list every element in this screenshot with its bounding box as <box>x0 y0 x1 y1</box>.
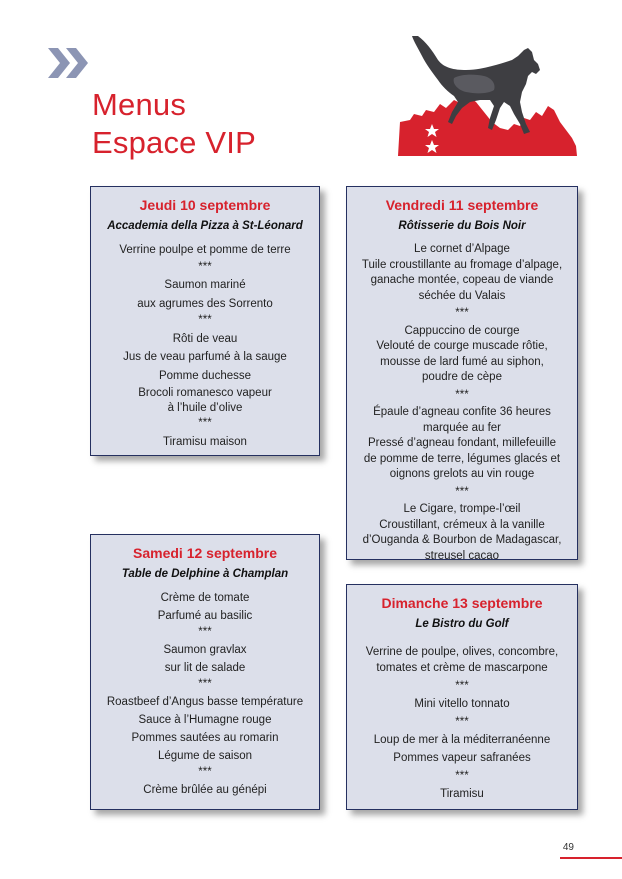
menu-separator: *** <box>455 485 469 498</box>
menu-item: aux agrumes des Sorrento <box>137 297 273 310</box>
menu-items <box>91 242 319 450</box>
menu-separator: *** <box>198 766 212 778</box>
menu-item: sur lit de salade <box>164 662 246 674</box>
menu-day: Samedi 12 septembre <box>133 545 277 561</box>
menu-separator: *** <box>455 770 469 782</box>
page-number-rule <box>560 857 622 859</box>
title-line-1: Menus <box>92 87 187 122</box>
menu-day: Vendredi 11 septembre <box>385 197 539 213</box>
menu-items <box>347 242 577 564</box>
menu-item: Pomme duchesse <box>158 369 252 382</box>
menu-item: Verrine poulpe et pomme de terre <box>119 244 291 256</box>
menu-venue: Rôtisserie du Bois Noir <box>398 220 526 232</box>
menu-item: Saumon mariné <box>164 279 246 291</box>
menu-item: Crème brûlée au génépi <box>143 784 267 796</box>
menu-venue: Accademia della Pizza à St-Léonard <box>107 220 303 232</box>
menu-separator: *** <box>198 260 212 273</box>
menu-card-dimanche <box>346 584 578 810</box>
menu-separator: *** <box>455 307 469 319</box>
menu-item: Épaule d’agneau confite 36 heures marquée au fer Pressé d’agneau fondant, millefeuille de pomme de terre, légumes glacés et oignons grelots au vin rouge <box>363 406 561 480</box>
menu-venue: Table de Delphine à Champlan <box>121 568 289 580</box>
menu-item: Cappuccino de courge Velouté de courge muscade rôtie, mousse de lard fumé au siphon, poudre de cèpe <box>376 324 548 383</box>
menu-item: Mini vitello tonnato <box>414 698 510 710</box>
menu-item: Crème de tomate <box>160 592 250 604</box>
menu-item: Sauce à l’Humagne rouge <box>138 714 272 726</box>
menu-item: Pommes sautées au romarin <box>131 732 279 744</box>
menu-item: Jus de veau parfumé à la sauge <box>123 351 287 363</box>
menu-item: Loup de mer à la méditerranéenne <box>373 734 551 746</box>
menu-card-jeudi <box>90 186 320 456</box>
menu-separator: *** <box>198 314 212 326</box>
menu-item: Verrine de poulpe, olives, concombre, tomates et crème de mascarpone <box>365 646 559 674</box>
title-line-2: Espace VIP <box>92 125 256 160</box>
menu-item: Le cornet d’Alpage Tuile croustillante au fromage d’alpage, ganache montée, copeau de viande séchée du Valais <box>361 243 563 302</box>
menu-item: Parfumé au basilic <box>157 610 253 622</box>
horse-mountains-logo <box>396 30 578 158</box>
menu-item: Brocoli romanesco vapeur à l’huile d’olive <box>138 387 272 414</box>
menu-day: Dimanche 13 septembre <box>381 595 543 611</box>
menu-separator: *** <box>455 716 469 728</box>
menu-separator: *** <box>198 678 212 690</box>
menu-item: Pommes vapeur safranées <box>393 752 531 764</box>
menu-items <box>91 590 319 798</box>
menu-item: Légume de saison <box>158 750 252 762</box>
menu-card-vendredi <box>346 186 578 560</box>
page-number: 49 <box>562 842 574 853</box>
double-chevron-right-icon <box>48 45 92 81</box>
menu-item: Rôti de veau <box>172 332 238 345</box>
menu-item: Roastbeef d’Angus basse température <box>106 696 304 708</box>
menu-item: Tiramisu <box>440 788 484 800</box>
menu-item: Le Cigare, trompe-l’œil Croustillant, crémeux à la vanille d’Ouganda & Bourbon de Madagascar, streusel cacao <box>362 503 562 562</box>
menu-item: Tiramisu maison <box>163 435 247 448</box>
menu-separator: *** <box>198 417 212 429</box>
menu-item: Saumon gravlax <box>163 644 247 656</box>
menu-venue: Le Bistro du Golf <box>415 618 509 630</box>
menu-separator: *** <box>198 626 212 638</box>
menu-separator: *** <box>455 680 469 692</box>
menu-separator: *** <box>455 388 469 401</box>
menu-items <box>347 644 577 802</box>
page-title <box>92 86 256 162</box>
menu-card-samedi <box>90 534 320 810</box>
menu-day: Jeudi 10 septembre <box>139 197 271 213</box>
